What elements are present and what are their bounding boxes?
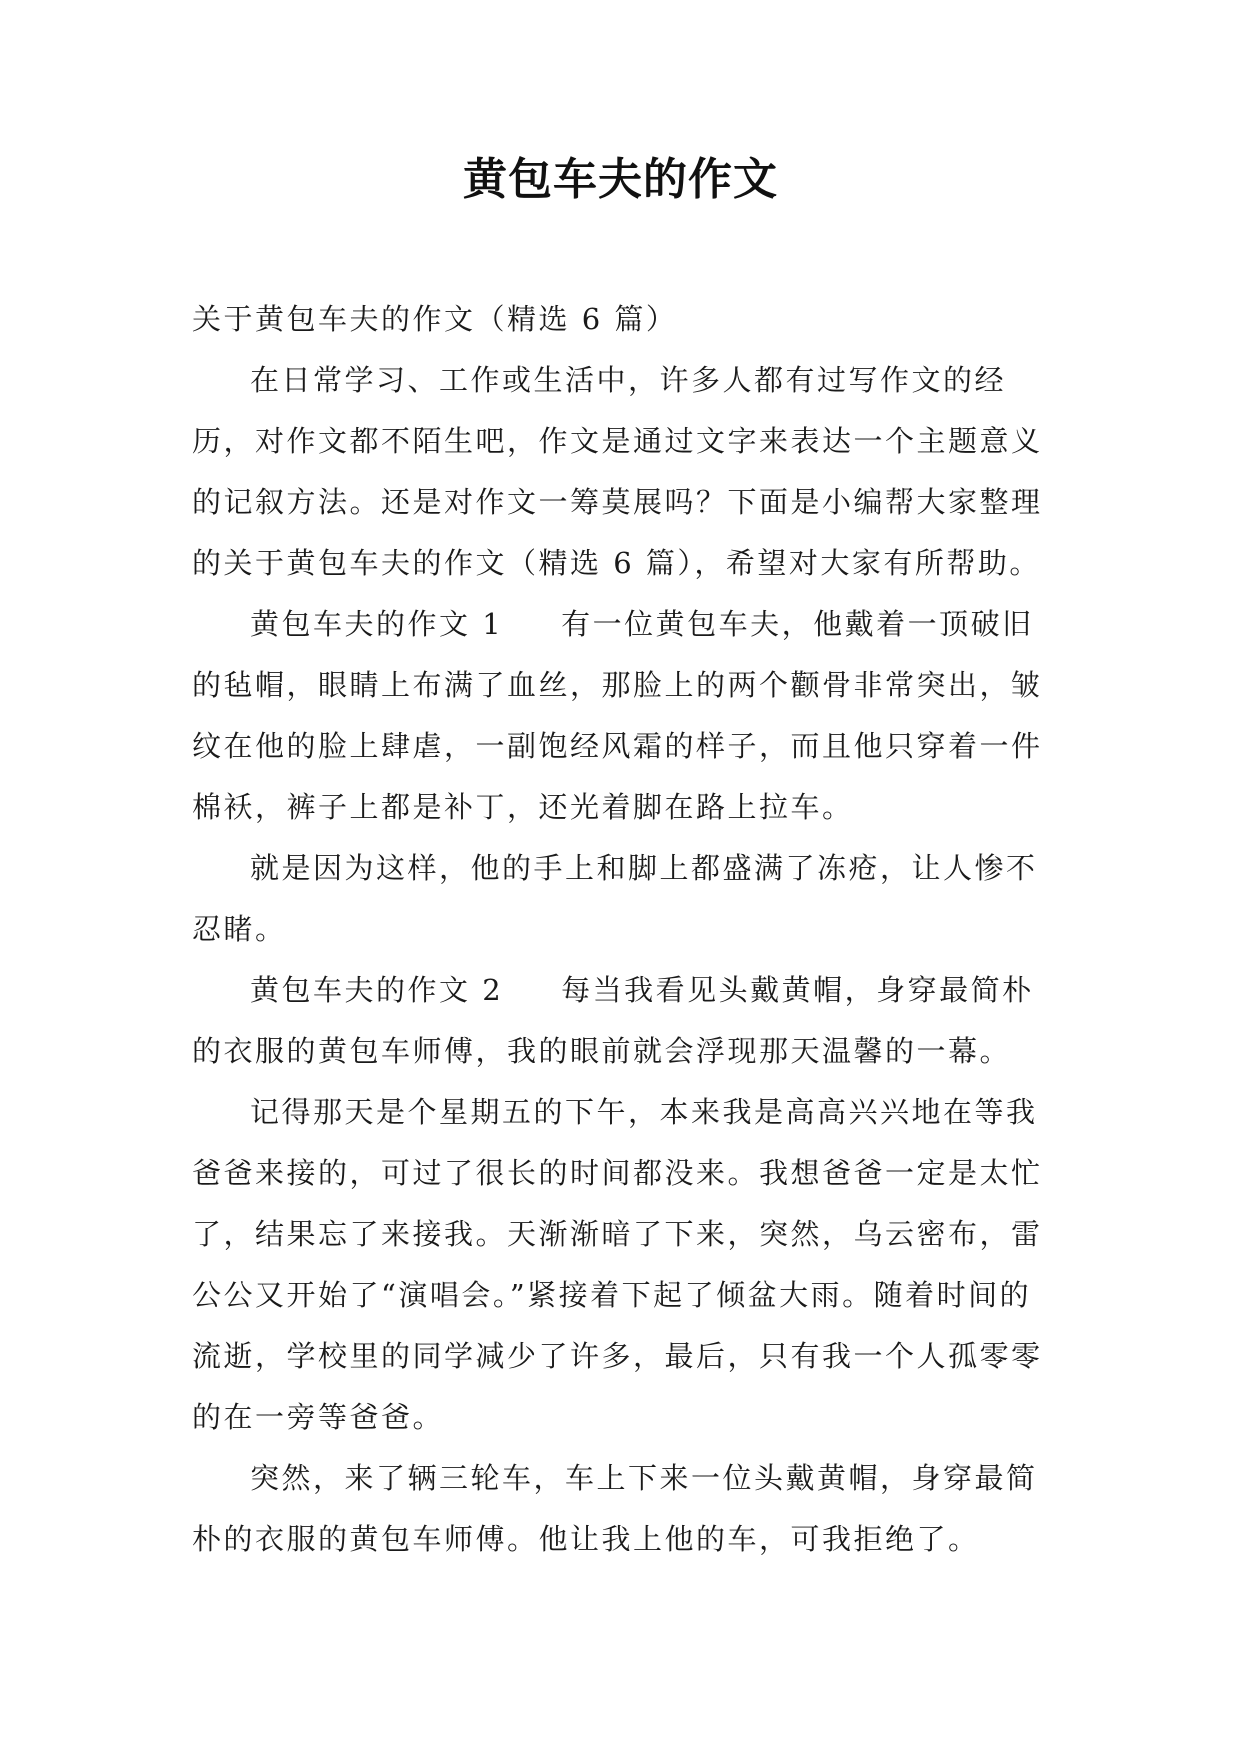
essay-2-paragraph-2: 记得那天是个星期五的下午，本来我是高高兴兴地在等我爸爸来接的，可过了很长的时间都没来。我想爸爸一定是太忙了，结果忘了来接我。天渐渐暗了下来，突然，乌云密布，雷公公又开始了“演唱会。”紧接着下起了倾盆大雨。随着时间的流逝，学校里的同学减少了许多，最后，只有我一个人孤零零的在一旁等爸爸。: [192, 1095, 1043, 1434]
document-body: [192, 289, 1050, 1570]
document-title: 黄包车夫的作文: [463, 154, 778, 205]
essay-2-text: 每当我看见头戴黄帽，身穿最简朴的衣服的黄包车师傅，我的眼前就会浮现那天温馨的一幕。: [192, 973, 1034, 1068]
intro-paragraph: 在日常学习、工作或生活中，许多人都有过写作文的经历，对作文都不陌生吧，作文是通过文字来表达一个主题意义的记叙方法。还是对作文一筹莫展吗？下面是小编帮大家整理的关于黄包车夫的作文（精选 6 篇），希望对大家有所帮助。: [192, 363, 1043, 580]
essay-1-paragraph: [192, 594, 1050, 838]
essay-2-paragraph: [192, 960, 1050, 1082]
essay-1-text: 有一位黄包车夫，他戴着一顶破旧的毡帽，眼睛上布满了血丝，那脸上的两个颧骨非常突出，皱纹在他的脸上肆虐，一副饱经风霜的样子，而且他只穿着一件棉袄，裤子上都是补丁，还光着脚在路上拉车。: [192, 607, 1043, 824]
essay-1-paragraph-2: 就是因为这样，他的手上和脚上都盛满了冻疮，让人惨不忍睹。: [192, 851, 1038, 946]
essay-2-heading: 黄包车夫的作文 2: [250, 973, 504, 1007]
essay-1-heading: 黄包车夫的作文 1: [250, 607, 504, 641]
subtitle: 关于黄包车夫的作文（精选 6 篇）: [192, 302, 678, 336]
essay-2-paragraph-3: 突然，来了辆三轮车，车上下来一位头戴黄帽，身穿最简朴的衣服的黄包车师傅。他让我上他的车，可我拒绝了。: [192, 1461, 1038, 1556]
